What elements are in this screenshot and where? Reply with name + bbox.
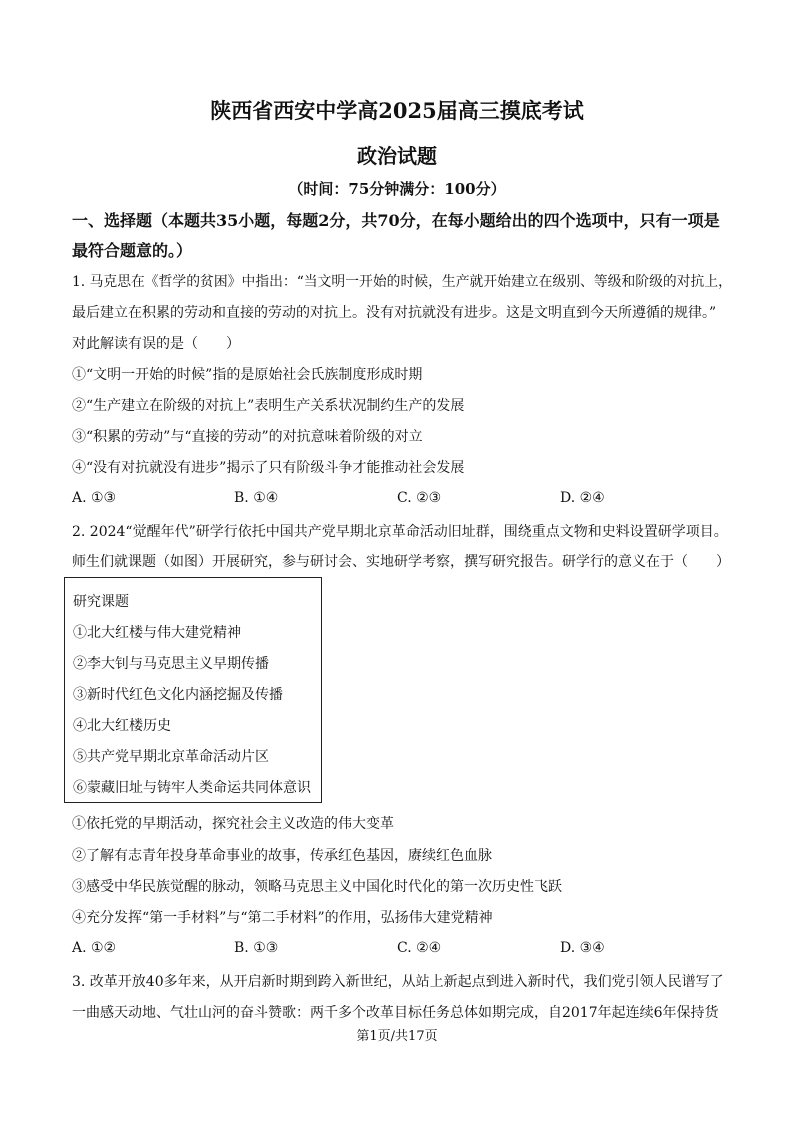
q1-option-b[interactable]: B. ①④ [234, 490, 279, 506]
q1-statement: ④“没有对抗就没有进步”揭示了只有阶级斗争才能推动社会发展 [72, 460, 465, 476]
page-number: 第1页/共17页 [356, 1029, 438, 1044]
q1-option-a[interactable]: A. ①③ [72, 490, 117, 506]
q2-option-b[interactable]: B. ①③ [234, 940, 279, 956]
q1-stem-line: 1. 马克思在《哲学的贫困》中指出：“当文明一开始的时候，生产就开始建立在级别、等级和阶级的对抗上， [72, 274, 732, 290]
exam-info: （时间：75分钟满分：100分） [288, 180, 506, 198]
q1-statement: ③“积累的劳动”与“直接的劳动”的对抗意味着阶级的对立 [72, 429, 423, 445]
q2-option-d[interactable]: D. ③④ [560, 940, 605, 956]
q1-stem-line: 对此解读有误的是（ ） [72, 336, 240, 352]
q1-statement: ①“文明一开始的时候”指的是原始社会氏族制度形成时期 [72, 367, 423, 383]
exam-subject: 政治试题 [357, 144, 437, 168]
research-topics-heading: 研究课题 [73, 594, 129, 610]
research-topic: ④北大红楼历史 [73, 718, 171, 734]
q2-option-a[interactable]: A. ①② [72, 940, 117, 956]
exam-title: 陕西省西安中学高2025届高三摸底考试 [210, 98, 584, 123]
q1-option-c[interactable]: C. ②③ [397, 490, 442, 506]
q2-stem-line: 师生们就课题（如图）开展研究，参与研讨会、实地研学考察，撰写研究报告。研学行的意义在于（ ） [72, 554, 730, 570]
q2-options [72, 940, 732, 960]
research-topic: ⑥蒙藏旧址与铸牢人类命运共同体意识 [73, 780, 311, 796]
q2-statement: ②了解有志青年投身革命事业的故事，传承红色基因，赓续红色血脉 [72, 848, 492, 864]
q1-options [72, 490, 732, 510]
q2-option-c[interactable]: C. ②④ [397, 940, 442, 956]
research-topic: ②李大钊与马克思主义早期传播 [73, 656, 269, 672]
research-topic: ①北大红楼与伟大建党精神 [73, 625, 241, 641]
q2-statement: ①依托党的早期活动，探究社会主义改造的伟大变革 [72, 816, 394, 832]
q1-statement: ②“生产建立在阶级的对抗上”表明生产关系状况制约生产的发展 [72, 398, 465, 414]
q1-stem-line: 最后建立在积累的劳动和直接的劳动的对抗上。没有对抗就没有进步。这是文明直到今天所遵循的规律。” [72, 305, 717, 321]
q3-stem-line: 3. 改革开放40多年来，从开启新时期到跨入新世纪，从站上新起点到进入新时代，我们党引领人民谱写了 [72, 974, 724, 990]
section-heading: 一、选择题（本题共35小题，每题2分，共70分，在每小题给出的四个选项中，只有一项是最符合题意的。） [72, 211, 720, 260]
q2-statement: ④充分发挥“第一手材料”与“第二手材料”的作用，弘扬伟大建党精神 [72, 910, 493, 926]
q2-statement: ③感受中华民族觉醒的脉动，领略马克思主义中国化时代化的第一次历史性飞跃 [72, 879, 562, 895]
q2-stem-line: 2. 2024“觉醒年代”研学行依托中国共产党早期北京革命活动旧址群，围绕重点文物和史料设置研学项目。 [72, 524, 728, 540]
q1-option-d[interactable]: D. ②④ [560, 490, 605, 506]
research-topic: ⑤共产党早期北京革命活动片区 [73, 749, 269, 765]
q3-stem-line: 一曲感天动地、气壮山河的奋斗赞歌：两千多个改革目标任务总体如期完成，自2017年起连续6年保持货 [72, 1005, 719, 1021]
research-topic: ③新时代红色文化内涵挖掘及传播 [73, 687, 283, 703]
research-topics-box [64, 577, 322, 803]
